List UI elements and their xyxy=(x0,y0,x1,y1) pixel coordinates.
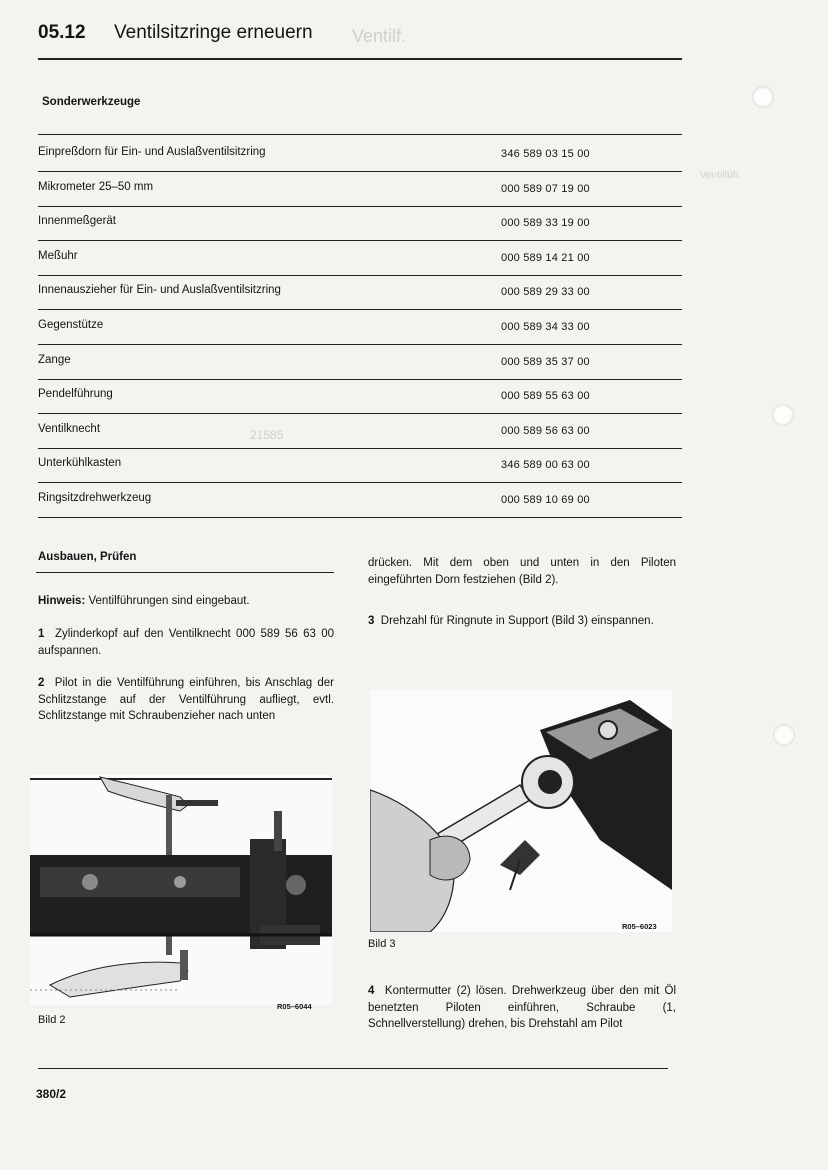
bleed-through-text: Ventilf. xyxy=(352,26,407,46)
tool-row xyxy=(38,346,682,380)
binder-hole xyxy=(773,724,795,746)
tool-part-number: 000 589 14 21 00 xyxy=(501,251,590,264)
tool-name: Innenauszieher für Ein- und Auslaßventilsitzring xyxy=(38,284,281,297)
step-text: Drehzahl für Ringnute in Support (Bild 3) einspannen. xyxy=(380,615,654,627)
note-label: Hinweis: xyxy=(38,595,86,607)
step-number: 1 xyxy=(38,628,45,640)
tool-name: Ventilknecht xyxy=(38,422,101,435)
removal-rule xyxy=(36,572,334,573)
tool-row xyxy=(38,484,682,518)
step-text: Zylinderkopf auf den Ventilknecht 000 589 56 63 00 aufspannen. xyxy=(38,628,335,657)
bild-2-photo xyxy=(30,775,332,1005)
page-title: Ventilsitzringe erneuern xyxy=(114,22,313,43)
row-divider xyxy=(38,517,682,518)
tool-name: Unterkühlkasten xyxy=(38,457,122,470)
tool-row xyxy=(38,311,682,345)
bild-2-illustration xyxy=(30,775,332,1005)
tool-row xyxy=(38,242,682,276)
tool-part-number: 000 589 56 63 00 xyxy=(501,424,590,437)
step-text: Kontermutter (2) lösen. Drehwerkzeug über den mit Öl benetzten Piloten einführen, Schraube (1, Schnellverstellung) drehen, bis Drehstahl am Pilot xyxy=(368,985,677,1030)
tool-part-number: 000 589 07 19 00 xyxy=(501,182,590,195)
tool-name: Gegenstütze xyxy=(38,319,104,331)
bild-2-reference: R05–6044 xyxy=(277,1002,312,1011)
bild-3-photo xyxy=(370,690,672,932)
bleed-through-text: 21585 xyxy=(250,428,284,442)
tool-row xyxy=(38,207,682,241)
binder-hole xyxy=(772,404,794,426)
tool-name: Pendelführung xyxy=(38,388,113,401)
step-text: Pilot in die Ventilführung einführen, bis Anschlag der Schlitzstange auf der Ventilführung aufliegt, evtl. Schlitzstange mit Schraubenzieher nach unten xyxy=(38,677,334,722)
tool-part-number: 346 589 03 15 00 xyxy=(501,148,590,160)
tool-name: Meßuhr xyxy=(38,249,78,262)
tool-row xyxy=(38,276,682,310)
bild-3-caption: Bild 3 xyxy=(368,938,396,950)
tool-part-number: 000 589 33 19 00 xyxy=(501,217,590,230)
step-number: 2 xyxy=(38,677,45,689)
step-2-continuation: drücken. Mit dem oben und unten in den Piloten eingeführten Dorn festziehen (Bild 2). xyxy=(368,557,676,586)
tool-part-number: 000 589 35 37 00 xyxy=(501,355,590,368)
tool-part-number: 346 589 00 63 00 xyxy=(501,459,590,472)
tool-name: Mikrometer 25–50 mm xyxy=(38,180,154,193)
section-number: 05.12 xyxy=(38,22,86,43)
tool-row xyxy=(38,380,682,414)
bild-3-illustration xyxy=(370,690,672,932)
tool-part-number: 000 589 34 33 00 xyxy=(501,321,590,333)
footer-rule xyxy=(38,1068,668,1069)
tool-row xyxy=(38,173,682,207)
tool-row xyxy=(38,449,682,483)
header-rule xyxy=(38,58,682,60)
tool-part-number: 000 589 10 69 00 xyxy=(501,494,590,506)
tool-name: Ringsitzdrehwerkzeug xyxy=(38,492,152,504)
page-number: 380/2 xyxy=(36,1087,67,1101)
note-paragraph xyxy=(38,593,334,610)
tool-name: Zange xyxy=(38,353,71,366)
tool-row xyxy=(38,138,682,172)
bild-3-reference: R05–6023 xyxy=(622,922,657,931)
bleed-through-text: Ventilfüh. xyxy=(700,170,742,181)
step-2 xyxy=(38,675,334,725)
special-tools-heading: Sonderwerkzeuge xyxy=(42,96,141,108)
step-number: 3 xyxy=(368,615,375,627)
table-top-rule xyxy=(38,134,682,135)
tool-name: Innenmeßgerät xyxy=(38,215,116,228)
tool-part-number: 000 589 29 33 00 xyxy=(501,286,590,299)
step-1 xyxy=(38,626,334,659)
note-text: Ventilführungen sind eingebaut. xyxy=(88,595,250,607)
step-number: 4 xyxy=(368,985,375,997)
removal-heading: Ausbauen, Prüfen xyxy=(38,551,137,563)
tool-name: Einpreßdorn für Ein- und Auslaßventilsitzring xyxy=(38,146,266,158)
tool-part-number: 000 589 55 63 00 xyxy=(501,390,590,403)
step-3 xyxy=(368,613,676,630)
step-4 xyxy=(368,983,676,1033)
tool-row xyxy=(38,415,682,449)
binder-hole xyxy=(752,86,774,108)
bild-2-caption: Bild 2 xyxy=(38,1014,66,1026)
